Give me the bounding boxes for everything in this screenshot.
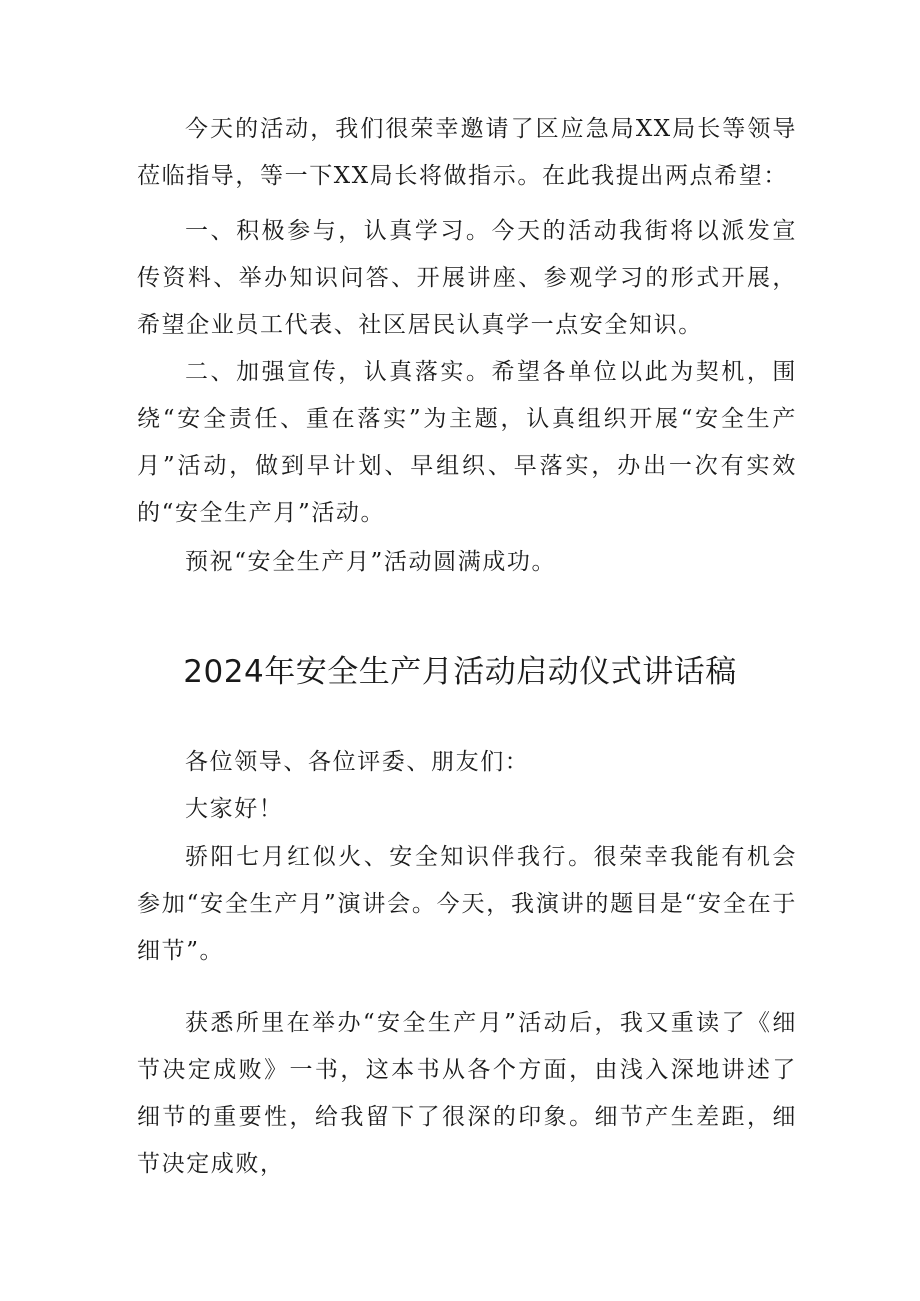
document-title: 2024年安全生产月活动启动仪式讲话稿 xyxy=(183,654,737,690)
paragraph-wish: 预祝“安全生产月”活动圆满成功。 xyxy=(185,549,557,575)
paragraph-greeting: 大家好！ xyxy=(185,796,284,822)
paragraph-opening: 今天的活动，我们很荣幸邀请了区应急局XX局长等领导莅临指导，等一下XX局长将做指示。在此我提出两点希望： xyxy=(137,116,797,189)
paragraph-salutation: 各位领导、各位评委、朋友们： xyxy=(185,749,530,775)
paragraph-hope-one: 一、积极参与，认真学习。今天的活动我街将以派发宣传资料、举办知识问答、开展讲座、参观学习的形式开展，希望企业员工代表、社区居民认真学一点安全知识。 xyxy=(137,218,797,338)
paragraph-intro: 骄阳七月红似火、安全知识伴我行。很荣幸我能有机会参加“安全生产月”演讲会。今天，我演讲的题目是“安全在于细节”。 xyxy=(137,844,797,964)
paragraph-hope-two: 二、加强宣传，认真落实。希望各单位以此为契机，围绕“安全责任、重在落实”为主题，认真组织开展“安全生产月”活动，做到早计划、早组织、早落实，办出一次有实效的“安全生产月”活动。 xyxy=(137,359,797,526)
paragraph-book: 获悉所里在举办“安全生产月”活动后，我又重读了《细节决定成败》一书，这本书从各个方面，由浅入深地讲述了细节的重要性，给我留下了很深的印象。细节产生差距，细节决定成败， xyxy=(137,1010,797,1177)
